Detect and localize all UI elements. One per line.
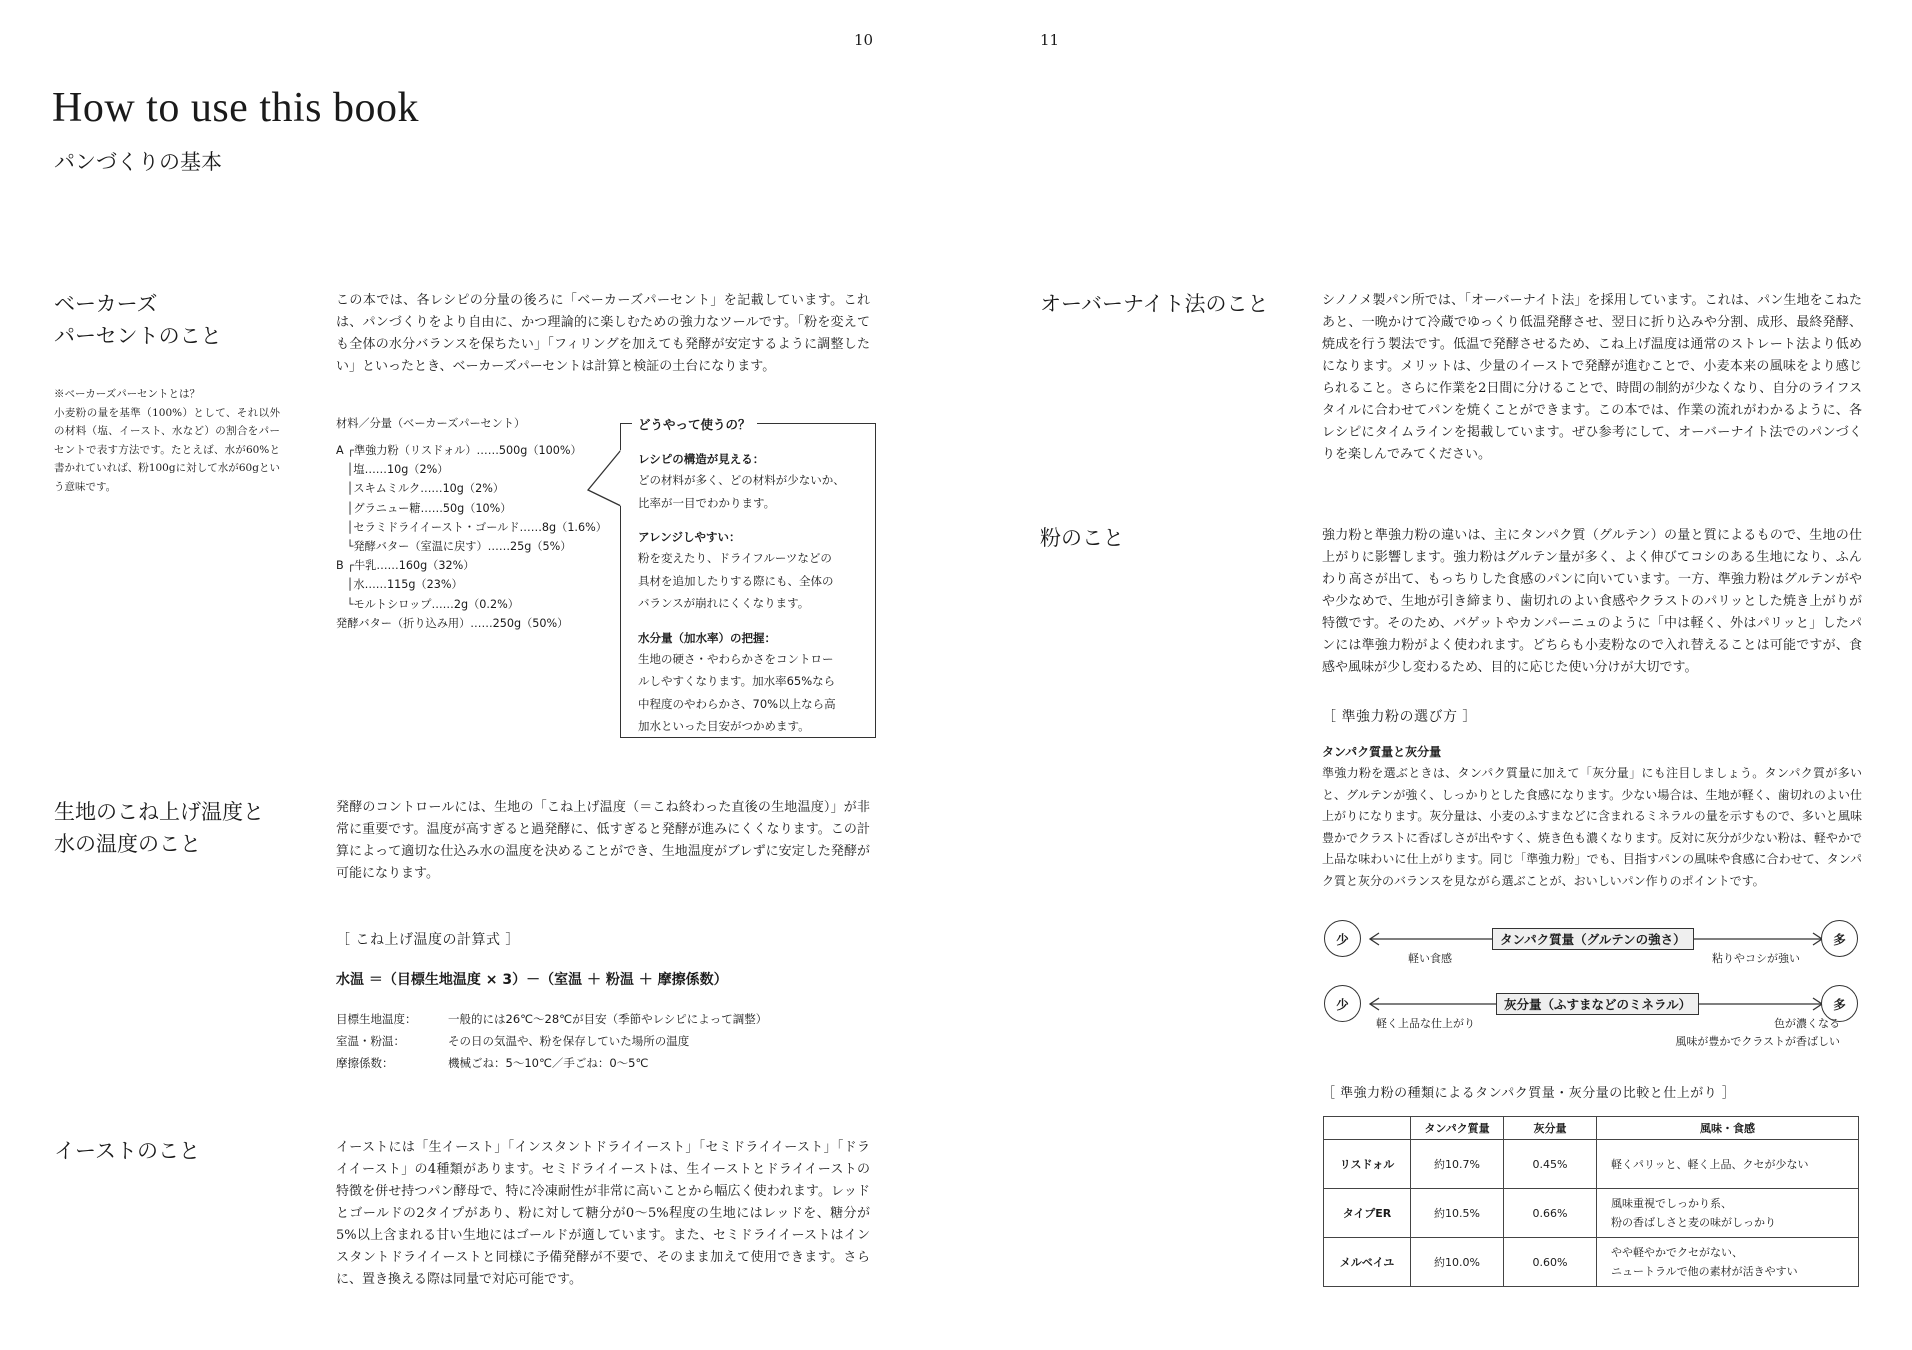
table-cell: 約10.0% [1411, 1238, 1504, 1287]
table-cell: 約10.5% [1411, 1189, 1504, 1238]
table-cell: 軽くパリッと、軽く上品、クセが少ない [1597, 1140, 1859, 1189]
page-subtitle: パンづくりの基本 [54, 150, 222, 174]
recipe-list [336, 441, 607, 633]
bakers-percent-note: ※ベーカーズパーセントとは？ 小麦粉の量を基準（100%）として、それ以外の材料（塩、イースト、水など）の割合をパーセントで表す方法です。たとえば、水が60%と書かれていれば、粉100gに対して水が60gという意味です。 [54, 388, 280, 493]
choose-body: 準強力粉を選ぶときは、タンパク質量に加えて「灰分量」にも注目しましょう。タンパク質が多いと、グルテンが強く、しっかりとした食感になります。少ない場合は、生地が軽く、歯切れのよい仕上がりになります。灰分量は、小麦のふすまなどに含まれるミネラルの量を示すもので、多いと風味豊かでクラストに香ばしさが出やすく、焼き色も濃くなります。反対に灰分が少ない粉は、軽やかで上品な味わいに仕上がります。同じ「準強力粉」でも、目指すパンの風味や食感に合わせて、タンパク質と灰分のバランスを見ながら選ぶことが、おいしいパン作りのポイントです。 [1322, 766, 1862, 888]
bubble-title: どうやって使うの？ [632, 415, 757, 433]
bubble-pointer [586, 446, 624, 516]
recipe-line: 発酵バター（折り込み用）……250g（50%） [336, 616, 569, 630]
table-cell: タイプER [1324, 1189, 1411, 1238]
definition-term: 室温・粉温： [336, 1034, 405, 1048]
table-row [1324, 1140, 1859, 1189]
table-cell: 0.45% [1504, 1140, 1597, 1189]
page-number-right: 11 [1040, 31, 1060, 49]
bubble-section-title: レシピの構造が見える： [638, 452, 765, 466]
recipe-line: │スキムミルク……10g（2%） [336, 482, 505, 496]
recipe-line: A ┌準強力粉（リスドォル）……500g（100%） [336, 444, 582, 457]
recipe-line: B ┌牛乳……160g（32%） [336, 559, 475, 573]
bubble-section-title: 水分量（加水率）の把握： [638, 630, 776, 645]
kneading-temp-body: 発酵のコントロールには、生地の「こね上げ温度（＝こね終わった直後の生地温度）」が非常に重要です。温度が高すぎると過発酵に、低すぎると発酵が進みにくくなります。この計算によって適切な仕込み水の温度を決めることができ、生地温度がブレずに安定した発酵が可能になります。 [336, 800, 870, 881]
table-cell: 約10.7% [1411, 1140, 1504, 1189]
definition-row [336, 1008, 767, 1030]
ash-left-note: 軽く上品な仕上がり [1376, 1017, 1475, 1030]
ash-scale-label: 灰分量（ふすまなどのミネラル） [1496, 993, 1699, 1015]
definition-value: 機械ごね：5〜10℃／手ごね：0〜5℃ [448, 1056, 649, 1070]
page-number-left: 10 [854, 31, 874, 49]
protein-low-circle: 少 [1324, 920, 1361, 957]
formula-title: ［ こね上げ温度の計算式 ］ [336, 932, 520, 948]
ash-low-circle: 少 [1324, 985, 1361, 1022]
recipe-line: │水……115g（23%） [336, 578, 463, 592]
formula-definitions [336, 1008, 767, 1074]
definition-term: 摩擦係数： [336, 1056, 394, 1070]
table-cell: 0.66% [1504, 1189, 1597, 1238]
table-header [1324, 1117, 1411, 1140]
kneading-temp-heading: 生地のこね上げ温度と 水の温度のこと [54, 800, 264, 856]
flour-body: 強力粉と準強力粉の違いは、主にタンパク質（グルテン）の量と質によるもので、生地の仕上がりに影響します。強力粉はグルテン量が多く、よく伸びてコシのある生地になり、ふんわり高さが出て、もっちりした食感のパンに向いています。一方、準強力粉はグルテンがやや少なめで、生地が引き締まり、歯切れのよい食感やクラストのパリッとした焼き上がりが特徴です。そのため、バゲットやカンパーニュのように「中は軽く、外はパリッと」したパンには準強力粉がよく使われます。どちらも小麦粉なので入れ替えることは可能ですが、食感や風味が少し変わるため、目的に応じた使い分けが大切です。 [1322, 528, 1862, 675]
definition-term: 目標生地温度： [336, 1012, 417, 1026]
protein-left-note: 軽い食感 [1408, 952, 1452, 965]
page-title: How to use this book [52, 85, 419, 131]
table-row [1324, 1189, 1859, 1238]
table-header: タンパク質量 [1411, 1117, 1504, 1140]
yeast-heading: イーストのこと [54, 1139, 200, 1163]
table-cell: やや軽やかでクセがない、 ニュートラルで他の素材が活きやすい [1597, 1238, 1859, 1287]
table-header: 灰分量 [1504, 1117, 1597, 1140]
protein-right-note: 粘りやコシが強い [1712, 952, 1800, 965]
ash-right-note: 色が濃くなる 風味が豊かでクラストが香ばしい [1675, 1017, 1840, 1048]
table-header: 風味・食感 [1597, 1117, 1859, 1140]
table-cell: リスドォル [1324, 1140, 1411, 1189]
bubble-content [638, 449, 868, 738]
definition-value: 一般的には26℃〜28℃が目安（季節やレシピによって調整） [448, 1012, 768, 1026]
recipe-title: 材料／分量（ベーカーズパーセント） [336, 417, 526, 430]
formula: 水温 ＝（目標生地温度 × 3）－（室温 ＋ 粉温 ＋ 摩擦係数） [336, 972, 728, 988]
table-cell: 0.60% [1504, 1238, 1597, 1287]
bubble-section-text: どの材料が多く、どの材料が少ないか、 比率が一目でわかります。 [638, 473, 845, 510]
table-row [1324, 1238, 1859, 1287]
choose-title: ［ 準強力粉の選び方 ］ [1322, 709, 1477, 725]
protein-high-circle: 多 [1821, 920, 1858, 957]
bubble-section-title: アレンジしやすい： [638, 530, 741, 544]
recipe-line: │塩……10g（2%） [336, 463, 449, 477]
table-cell: 風味重視でしっかり系、 粉の香ばしさと麦の味がしっかり [1597, 1189, 1859, 1238]
recipe-line: │セラミドライイースト・ゴールド……8g（1.6%） [336, 520, 607, 534]
recipe-line: │グラニュー糖……50g（10%） [336, 501, 512, 515]
protein-scale-label: タンパク質量（グルテンの強さ） [1492, 928, 1694, 950]
bakers-percent-body: この本では、各レシピの分量の後ろに「ベーカーズパーセント」を記載しています。これは、パンづくりをより自由に、かつ理論的に楽しむための強力なツールです。「粉を変えても全体の水分バランスを保ちたい」「フィリングを加えても発酵が安定するように調整したい」といったとき、ベーカーズパーセントは計算と検証の土台になります。 [336, 293, 870, 374]
definition-row [336, 1030, 767, 1052]
flour-heading: 粉のこと [1040, 526, 1124, 550]
bubble-section-text: 粉を変えたり、ドライフルーツなどの 具材を追加したりする際にも、全体の バランスが崩れにくくなります。 [638, 551, 834, 610]
compare-table-title: ［ 準強力粉の種類によるタンパク質量・灰分量の比較と仕上がり ］ [1322, 1086, 1736, 1101]
choose-subtitle: タンパク質量と灰分量 [1322, 745, 1442, 759]
recipe-line: └モルトシロップ……2g（0.2%） [336, 597, 519, 611]
yeast-body: イーストには「生イースト」「インスタントドライイースト」「セミドライイースト」「ドライイースト」の4種類があります。セミドライイーストは、生イーストとドライイーストの特徴を併せ持つパン酵母で、特に冷凍耐性が非常に高いことから幅広く使われます。レッドとゴールドの2タイプがあり、粉に対して糖分が0〜5%程度の生地にはレッドを、糖分が5%以上含まれる甘い生地にはゴールドが適しています。また、セミドライイーストはインスタントドライイーストと同様に予備発酵が不要で、そのまま加えて使用できます。さらに、置き換える際は同量で対応可能です。 [336, 1140, 870, 1287]
table-header-row [1324, 1117, 1859, 1140]
definition-row [336, 1052, 767, 1074]
overnight-body: シノノメ製パン所では、「オーバーナイト法」を採用しています。これは、パン生地をこねたあと、一晩かけて冷蔵でゆっくり低温発酵させ、翌日に折り込みや分割、成形、最終発酵、焼成を行う製法です。低温で発酵させるため、こね上げ温度は通常のストレート法より低めになります。メリットは、少量のイーストで発酵が進むことで、小麦本来の風味をより感じられること。さらに作業を2日間に分けることで、時間の制約が少なくなり、自分のライフスタイルに合わせてパンを焼くことができます。この本では、作業の流れがわかるように、各レシピにタイムラインを掲載しています。ぜひ参考にして、オーバーナイト法でのパンづくりを楽しんでみてください。 [1322, 293, 1862, 462]
table-cell: メルベイユ [1324, 1238, 1411, 1287]
bakers-percent-heading: ベーカーズ パーセントのこと [54, 292, 222, 348]
ash-high-circle: 多 [1821, 985, 1858, 1022]
definition-value: その日の気温や、粉を保存していた場所の温度 [448, 1034, 690, 1048]
bubble-section-text: 生地の硬さ・やわらかさをコントロー ルしやすくなります。加水率65%なら 中程度のやわらかさ、70%以上なら高 加水といった目安がつかめます。 [638, 651, 836, 733]
compare-table [1323, 1116, 1859, 1287]
overnight-heading: オーバーナイト法のこと [1040, 292, 1269, 316]
recipe-line: └発酵バター（室温に戻す）……25g（5%） [336, 540, 572, 554]
